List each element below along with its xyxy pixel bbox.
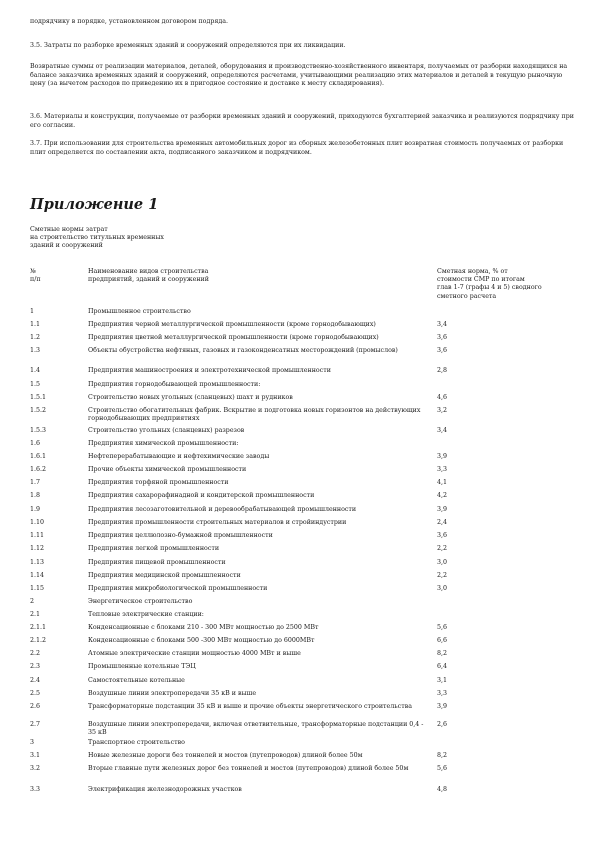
row-name: Объекты обустройства нефтяных, газовых и газоконденсатных месторождений (промыслов) [88, 347, 398, 354]
row-name: Атомные электрические станции мощностью 4000 МВт и выше [88, 650, 301, 657]
row-number: 1.7 [30, 479, 41, 486]
row-name: Предприятия медицинской промышленности [88, 572, 241, 579]
row-norm-value: 3,0 [437, 559, 448, 566]
subtitle-line: Сметные нормы затрат [30, 226, 108, 233]
row-norm-value: 3,3 [437, 466, 448, 473]
header-line: № [30, 268, 36, 275]
row-norm-value: 4,1 [437, 479, 448, 486]
header-line: глав 1-7 (графы 4 и 5) сводного [437, 284, 542, 292]
row-number: 2.1.2 [30, 637, 47, 644]
row-number: 1.12 [30, 545, 45, 552]
row-number: 1.8 [30, 492, 41, 499]
row-name: Предприятия пищевой промышленности [88, 559, 226, 566]
appendix-title: Приложение 1 [30, 196, 159, 213]
row-name: Предприятия легкой промышленности [88, 545, 220, 552]
row-norm-value: 3,3 [437, 690, 448, 697]
row-name: Промышленное строительство [88, 308, 191, 315]
row-number: 2.2 [30, 650, 41, 657]
row-number: 1.9 [30, 506, 41, 513]
row-number: 2.1.1 [30, 624, 47, 631]
paragraph-continuation: подрядчику в порядке, установленном договором подряда. [30, 18, 228, 25]
row-name: Вторые главные пути железных дорог без тоннелей и мостов (путепроводов) длиной более 50м [88, 765, 409, 772]
row-norm-value: 5,6 [437, 765, 448, 772]
row-name: Энергетическое строительство [88, 598, 193, 605]
row-name: Предприятия черной металлургической промышленности (кроме горнодобывающих) [88, 321, 376, 328]
row-norm-value: 2,2 [437, 572, 448, 579]
row-norm-value: 3,0 [437, 585, 448, 592]
row-name: Электрификация железнодорожных участков [88, 786, 242, 793]
row-number: 1.2 [30, 334, 41, 341]
paragraph-3-6: 3.6. Материалы и конструкции, получаемые от разборки временных зданий и сооружений, приходуются бухгалтерией заказчика и реализуются подрядчику при его согласии. [30, 113, 574, 129]
row-name: Тепловые электрические станции: [88, 611, 204, 618]
row-name: Воздушные линии электропередачи, включая ответвительные, трансформаторные подстанции 0,4 - 35 кВ [88, 721, 424, 736]
row-name: Трансформаторные подстанции 35 кВ и выше и прочие объекты энергетического строительства [88, 703, 412, 710]
row-norm-value: 4,6 [437, 394, 448, 401]
row-number: 1.6 [30, 440, 41, 447]
row-number: 2.7 [30, 721, 41, 728]
row-norm-value: 3,1 [437, 677, 448, 684]
column-header-number [30, 268, 41, 284]
row-name: Промышленные котельные ТЭЦ [88, 663, 196, 670]
row-number: 1.13 [30, 559, 45, 566]
row-name: Предприятия машиностроения и электротехнической промышленности [88, 367, 331, 374]
row-number: 2.5 [30, 690, 41, 697]
row-norm-value: 3,2 [437, 407, 448, 414]
row-name: Предприятия лесозаготовительной и деревообрабатывающей промышленности [88, 506, 357, 513]
header-line: Сметная норма, % от [437, 268, 508, 275]
row-name: Предприятия цветной металлургической промышленности (кроме горнодобывающих) [88, 334, 379, 341]
row-norm-value: 8,2 [437, 650, 448, 657]
row-name: Конденсационные с блоками 500 -300 МВт мощностью до 6000МВт [88, 637, 315, 644]
row-number: 2.3 [30, 663, 41, 670]
row-name: Воздушные линии электропередачи 35 кВ и выше [88, 690, 257, 697]
row-name: Предприятия химической промышленности: [88, 440, 239, 447]
row-number: 2 [30, 598, 35, 605]
row-number: 3.2 [30, 765, 41, 772]
header-line: сметного расчета [437, 292, 497, 300]
row-number: 1.5.3 [30, 427, 47, 434]
row-number: 1.5 [30, 381, 41, 388]
row-number: 1.14 [30, 572, 45, 579]
row-name: Новые железные дороги без тоннелей и мостов (путепроводов) длиной более 50м [88, 752, 363, 759]
row-norm-value: 3,6 [437, 334, 448, 341]
row-norm-value: 3,4 [437, 427, 448, 434]
row-norm-value: 4,2 [437, 492, 448, 499]
row-norm-value: 5,6 [437, 624, 448, 631]
row-number: 2.1 [30, 611, 41, 618]
column-header-name [88, 268, 209, 284]
row-name: Конденсационные с блоками 210 - 300 МВт мощностью до 2500 МВт [88, 624, 319, 631]
row-name: Предприятия микробиологической промышленности [88, 585, 268, 592]
row-number: 1.5.2 [30, 407, 47, 414]
row-number: 2.4 [30, 677, 41, 684]
header-line: п/п [30, 276, 41, 284]
row-number: 3 [30, 739, 35, 746]
row-number: 3.3 [30, 786, 41, 793]
row-norm-value: 4,8 [437, 786, 448, 793]
row-norm-value: 2,6 [437, 721, 448, 728]
row-name: Предприятия целлюлозно-бумажной промышленности [88, 532, 273, 539]
header-line: Наименование видов строительства [88, 268, 209, 275]
row-number: 3.1 [30, 752, 41, 759]
column-header-norm [437, 268, 542, 301]
row-name: Транспортное строительство [88, 739, 185, 746]
row-number: 1.3 [30, 347, 41, 354]
subtitle-line: зданий и сооружений [30, 242, 103, 250]
row-norm-value: 2,4 [437, 519, 448, 526]
row-norm-value: 3,6 [437, 532, 448, 539]
row-norm-value: 6,6 [437, 637, 448, 644]
row-number: 1.15 [30, 585, 45, 592]
row-name: Строительство новых угольных (сланцевых) шахт и рудников [88, 394, 293, 401]
row-number: 1.11 [30, 532, 45, 539]
row-number: 1.6.1 [30, 453, 47, 460]
row-name: Предприятия торфяной промышленности [88, 479, 229, 486]
header-line: стоимости СМР по итогам [437, 276, 525, 284]
row-norm-value: 2,8 [437, 367, 448, 374]
row-name: Самостоятельные котельные [88, 677, 185, 684]
row-number: 1 [30, 308, 35, 315]
row-norm-value: 2,2 [437, 545, 448, 552]
row-norm-value: 8,2 [437, 752, 448, 759]
row-name: Предприятия промышленности строительных материалов и стройиндустрии [88, 519, 347, 526]
subtitle-line: на строительство титульных временных [30, 234, 164, 242]
paragraph-3-5: 3.5. Затраты по разборке временных зданий и сооружений определяются при их ликвидации. [30, 42, 346, 49]
row-number: 1.10 [30, 519, 45, 526]
row-number: 1.6.2 [30, 466, 47, 473]
row-norm-value: 3,9 [437, 453, 448, 460]
appendix-subtitle [30, 226, 164, 251]
row-norm-value: 3,6 [437, 347, 448, 354]
row-number: 2.6 [30, 703, 41, 710]
row-number: 1.4 [30, 367, 41, 374]
row-number: 1.1 [30, 321, 41, 328]
paragraph-return-sums: Возвратные суммы от реализации материалов, деталей, оборудования и производственно-хозяйственного инвентаря, получаемых от разборки находящихся на балансе заказчика временных зданий и сооружений, определяются расчетами, учитывающими реализацию этих материалов и деталей в текущую рыночную цену (за вычетом расходов по приведению их в пригодное состояние и доставке к месту складирования). [30, 63, 568, 88]
row-norm-value: 3,9 [437, 703, 448, 710]
paragraph-3-7: 3.7. При использовании для строительства временных автомобильных дорог из сборных железобетонных плит возвратная стоимость получаемых от разборки плит определяется по составлении акта, подписанного заказчиком и подрядчиком. [30, 140, 564, 156]
row-norm-value: 6,4 [437, 663, 448, 670]
row-norm-value: 3,9 [437, 506, 448, 513]
row-number: 1.5.1 [30, 394, 47, 401]
row-norm-value: 3,4 [437, 321, 448, 328]
row-name: Предприятия сахарорафинадной и кондитерской промышленности [88, 492, 315, 499]
row-name: Предприятия горнодобывающей промышленности: [88, 381, 261, 388]
row-name: Прочие объекты химической промышленности [88, 466, 247, 473]
row-name: Строительство угольных (сланцевых) разрезов [88, 427, 245, 434]
row-name: Строительство обогатительных фабрик. Вскрытие и подготовка новых горизонтов на действующих горнодобывающих предприятиях [88, 407, 421, 422]
row-name: Нефтеперерабатывающие и нефтехимические заводы [88, 453, 270, 460]
header-line: предприятий, зданий и сооружений [88, 276, 209, 284]
